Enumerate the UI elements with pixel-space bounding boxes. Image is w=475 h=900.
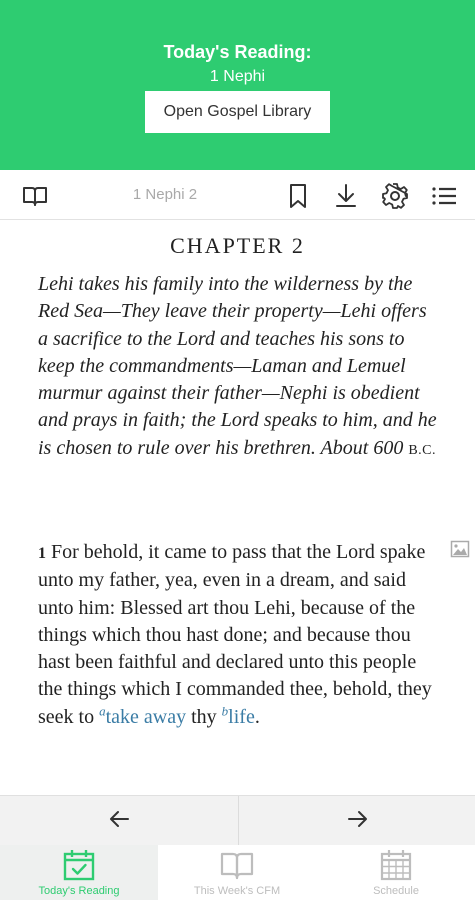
chapter-heading: CHAPTER 2: [170, 233, 305, 258]
nav-todays-reading[interactable]: [0, 845, 158, 900]
footnote-link-take-away[interactable]: take away: [105, 705, 187, 728]
verse-number: 1: [38, 545, 46, 562]
chapter-reference: 1 Nephi 2: [132, 186, 198, 203]
scripture-content: [0, 221, 475, 795]
verse-text-middle: thy: [191, 705, 217, 728]
nav-this-weeks-cfm[interactable]: [158, 845, 316, 900]
previous-chapter-button[interactable]: [0, 796, 237, 846]
open-book-icon: [220, 848, 254, 882]
summary-era: B.C.: [408, 442, 437, 458]
nav-label-schedule: Schedule: [373, 885, 419, 897]
chapter-summary: [38, 271, 438, 464]
image-icon[interactable]: [450, 539, 470, 559]
reader-toolbar: [0, 170, 475, 220]
bookmark-icon[interactable]: [284, 182, 312, 210]
footnote-link-life[interactable]: life: [228, 705, 255, 728]
header-title: Today's Reading:: [163, 42, 312, 62]
calendar-check-icon: [62, 848, 96, 882]
chapter-pager: [0, 795, 475, 845]
nav-schedule[interactable]: [317, 845, 475, 900]
download-icon[interactable]: [332, 182, 360, 210]
nav-label-this-weeks-cfm: This Week's CFM: [193, 885, 281, 897]
summary-text: Lehi takes his family into the wilderness by the Red Sea—They leave their property—Lehi offers a sacrifice to the Lord and teaches his sons to keep the commandments—Laman and Lemuel murmur against their father—Nephi is obedient and prays in faith; the Lord speaks to him, and he is chosen to rule over his brethren. About 600: [38, 273, 437, 459]
nav-label-todays-reading: Today's Reading: [38, 885, 120, 897]
arrow-right-icon: [346, 807, 370, 836]
open-gospel-library-button[interactable]: Open Gospel Library: [145, 91, 330, 133]
calendar-grid-icon: [379, 848, 413, 882]
arrow-left-icon: [107, 807, 131, 836]
header-book: 1 Nephi: [209, 68, 266, 85]
verse-text-end: .: [254, 705, 260, 728]
footnote-marker-a[interactable]: a: [99, 703, 106, 719]
verse-1[interactable]: [38, 539, 438, 731]
todays-reading-header: [0, 0, 475, 170]
next-chapter-button[interactable]: [239, 796, 475, 846]
list-icon[interactable]: [430, 182, 458, 210]
verse-text: For behold, it came to pass that the Lord spake unto my father, yea, even in a dream, and said unto him: Blessed art thou Lehi, because of the things which thou hast done; and because thou hast been faithful and declared unto this people the things which I commanded thee, behold, they seek to: [38, 541, 432, 728]
settings-icon[interactable]: [381, 182, 409, 210]
footnote-marker-b[interactable]: b: [221, 703, 229, 719]
bottom-navigation: [0, 845, 475, 900]
